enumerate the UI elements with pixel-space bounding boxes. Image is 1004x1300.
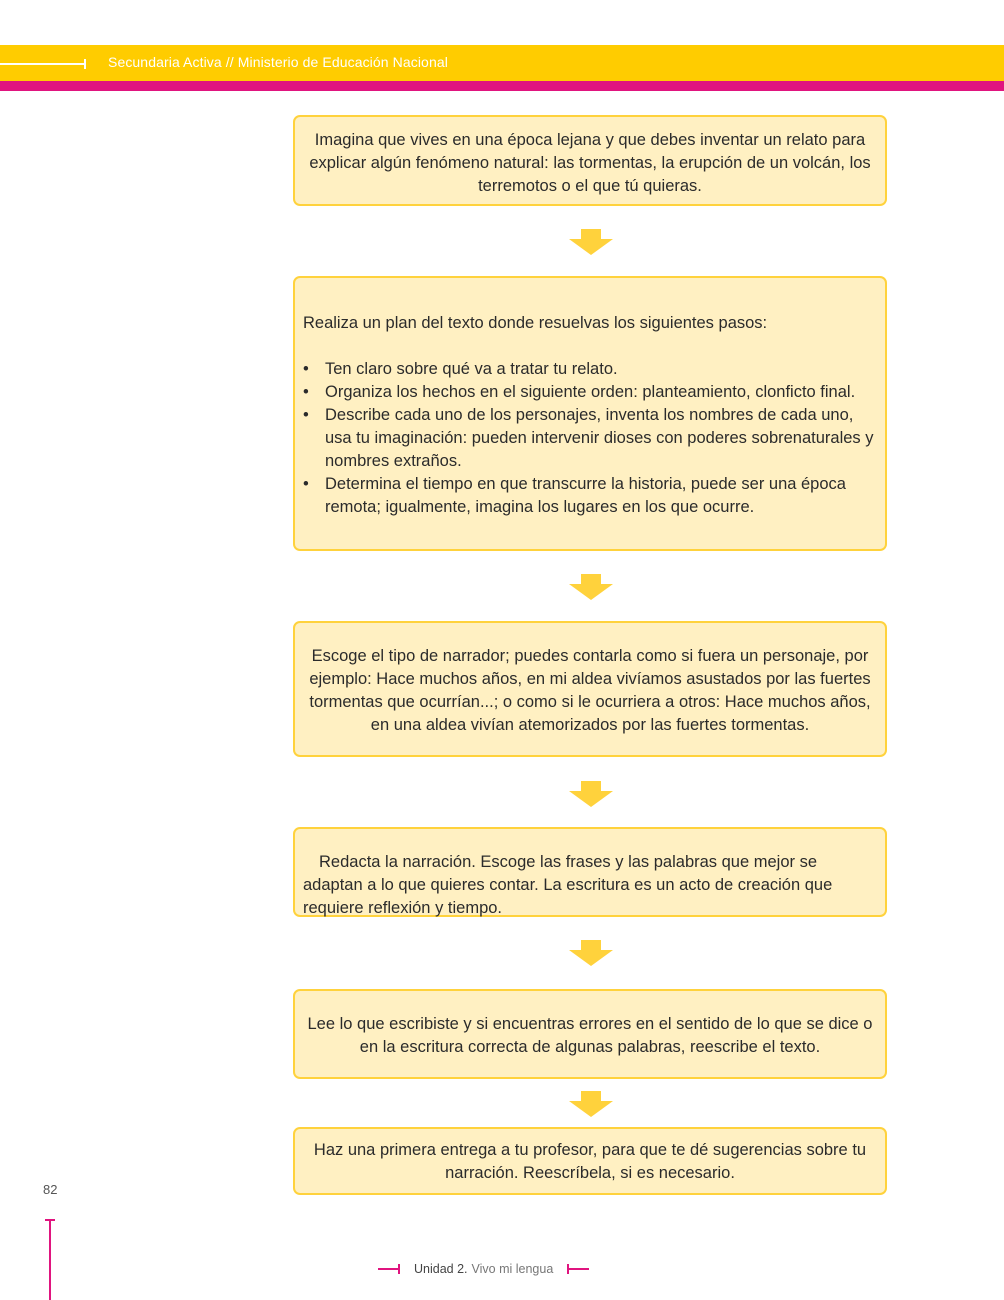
down-arrow-icon — [569, 940, 613, 966]
running-header: Secundaria Activa // Ministerio de Educación Nacional — [108, 54, 448, 70]
footer-rule-left — [378, 1268, 400, 1270]
down-arrow-icon — [569, 1091, 613, 1117]
step-1-text: Imagina que vives en una época lejana y que debes inventar un relato para explicar algún fenómeno natural: las tormentas, la erupción de un volcán, los terremotos o el que tú quieras. — [309, 131, 871, 195]
step-box-6 — [293, 1127, 887, 1195]
step-box-5 — [293, 989, 887, 1079]
step-3-text: Escoge el tipo de narrador; puedes contarla como si fuera un personaje, por ejemplo: Hace muchos años, en mi aldea vivíamos asustados por las fuertes tormentas que ocurrían...; o como si le ocurriera a otros: Hace muchos años, en una aldea vivían atemorizados por las fuertes tormentas. — [309, 647, 871, 734]
footer-title: Vivo mi lengua — [471, 1262, 554, 1276]
margin-rule — [49, 1219, 51, 1300]
step-6-text: Haz una primera entrega a tu profesor, para que te dé sugerencias sobre tu narración. Reescríbela, si es necesario. — [313, 1141, 867, 1182]
header-stripe — [0, 81, 1004, 91]
footer-unit: Unidad 2. — [414, 1262, 468, 1276]
step-box-3 — [293, 621, 887, 757]
list-item: • Organiza los hechos en el siguiente orden: planteamiento, clonficto final. — [303, 381, 875, 404]
header-rule — [0, 63, 86, 65]
step-5-text: Lee lo que escribiste y si encuentras errores en el sentido de lo que se dice o en la escritura correcta de algunas palabras, reescribe el texto. — [307, 1015, 873, 1056]
step-box-2 — [293, 276, 887, 551]
page-footer — [378, 1259, 589, 1279]
list-item: • Determina el tiempo en que transcurre la historia, puede ser una época remota; igualmente, imagina los lugares en los que ocurre. — [303, 473, 875, 519]
list-item: • Describe cada uno de los personajes, inventa los nombres de cada uno, usa tu imaginación: pueden intervenir dioses con poderes sobrenaturales y nombres extraños. — [303, 404, 875, 473]
down-arrow-icon — [569, 574, 613, 600]
step-box-4 — [293, 827, 887, 917]
step-2-intro: Realiza un plan del texto donde resuelvas los siguientes pasos: — [303, 314, 768, 332]
footer-rule-right — [567, 1268, 589, 1270]
step-2-list — [303, 358, 875, 519]
down-arrow-icon — [569, 229, 613, 255]
step-box-1 — [293, 115, 887, 206]
down-arrow-icon — [569, 781, 613, 807]
step-4-text: Redacta la narración. Escoge las frases y las palabras que mejor se adaptan a lo que quieres contar. La escritura es un acto de creación que requiere reflexión y tiempo. — [303, 853, 833, 917]
list-item: • Ten claro sobre qué va a tratar tu relato. — [303, 358, 875, 381]
page-number: 82 — [43, 1182, 58, 1197]
